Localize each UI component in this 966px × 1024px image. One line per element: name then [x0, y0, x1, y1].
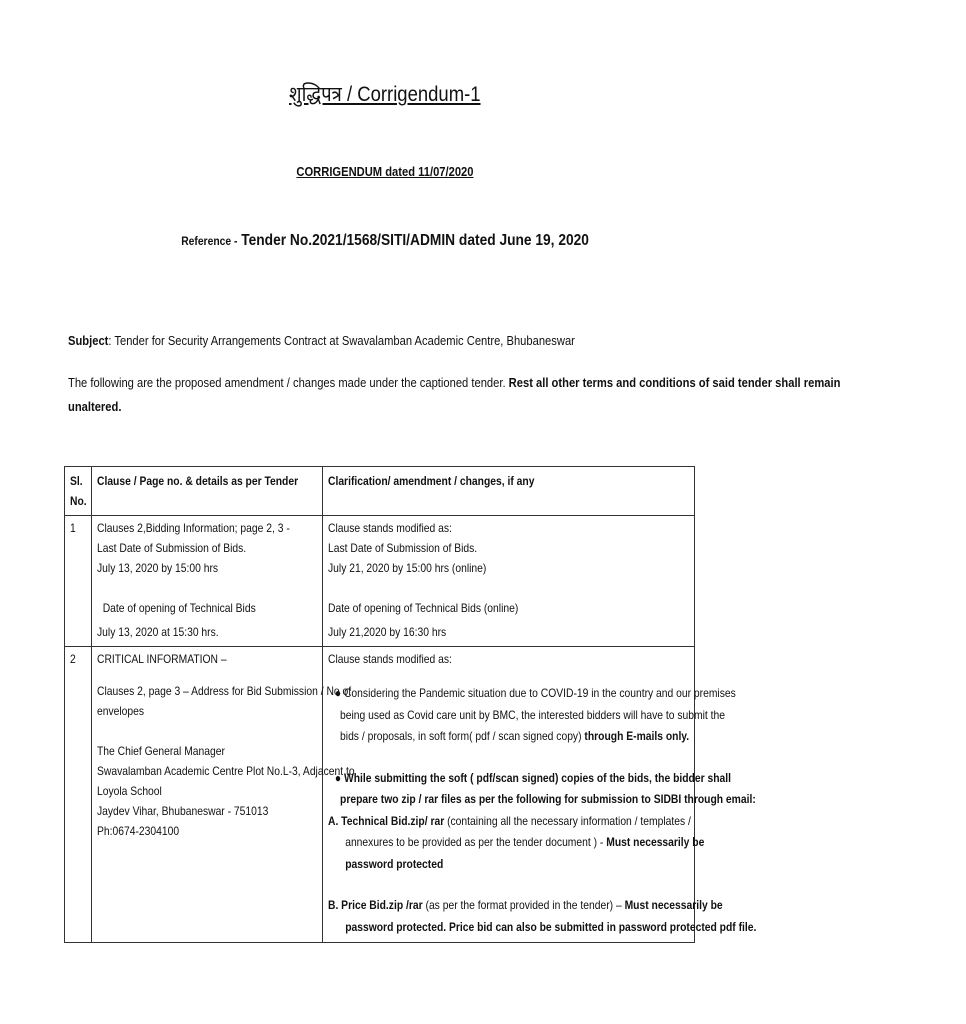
corrigendum-date-block [0, 163, 770, 181]
header-clause [92, 467, 322, 516]
address-line: Ph:0674-2304100 [97, 824, 180, 838]
row1-clar-line: July 21, 2020 by 15:00 hrs (online) [327, 561, 487, 575]
row2-sl [65, 647, 92, 674]
row2-clause-line: envelopes [97, 704, 145, 718]
row1-clause-cont [92, 622, 322, 647]
item-b-line-2: password protected. Price bid can also be submitted in password protected pdf file. [345, 919, 757, 934]
row2-clar-body [322, 673, 757, 943]
intro-line-2 [68, 399, 130, 414]
row2-clause-body [92, 673, 356, 943]
row1-clarification [322, 516, 694, 623]
item-a-line2-bold: Must necessarily be [603, 835, 705, 849]
row2-clause-head: CRITICAL INFORMATION – [97, 652, 228, 666]
row1-clause-line: Date of opening of Technical Bids [97, 601, 257, 615]
table-row [65, 516, 695, 623]
header-clarification [322, 467, 694, 516]
intro-line-1 [68, 375, 966, 390]
item-a-normal: (containing all the necessary information / templates / [444, 813, 691, 828]
row1-clause [92, 516, 322, 623]
row1-clar-line: Date of opening of Technical Bids (online) [327, 601, 519, 615]
item-b-normal: (as per the format provided in the tender) – [422, 898, 622, 912]
item-a-line-1 [327, 811, 691, 833]
item-a-line-2 [328, 832, 705, 854]
header-sl-1: Sl. [70, 474, 83, 488]
row1-clause-line: July 13, 2020 at 15:30 hrs. [97, 625, 220, 639]
row2-clause [92, 647, 322, 674]
bullet2-line: ● While submitting the soft ( pdf/scan signed) copies of the bids, the bidder shall [334, 770, 731, 785]
row1-sl-cont [65, 622, 92, 647]
bullet2-line: prepare two zip / rar files as per the following for submission to SIDBI through email: [339, 792, 756, 806]
header-sl [65, 467, 92, 516]
row1-clar-line: Last Date of Submission of Bids. [327, 541, 478, 555]
row2-clar-head-text: Clause stands modified as: [327, 652, 452, 666]
row1-clar-line: Clause stands modified as: [327, 521, 452, 535]
row2-clause-line: Clauses 2, page 3 – Address for Bid Submission / No of [97, 684, 352, 698]
row1-sl-text: 1 [70, 521, 76, 535]
page-title: शुद्धिपत्र / Corrigendum-1 [289, 83, 481, 106]
row1-clause-line: Last Date of Submission of Bids. [97, 541, 247, 555]
header-sl-2: No. [70, 494, 87, 508]
subject-label: Subject [68, 333, 109, 348]
bullet1-line: ● Considering the Pandemic situation due to COVID-19 in the country and our premises [334, 686, 736, 700]
subject-line [68, 333, 657, 348]
item-b-bold: B. Price Bid.zip /rar [327, 898, 423, 912]
address-line: The Chief General Manager [97, 744, 226, 758]
intro-normal: The following are the proposed amendment / changes made under the captioned tender. [68, 375, 506, 390]
table-row [65, 622, 695, 647]
row1-clar-cont [322, 622, 694, 647]
reference-line [181, 232, 589, 250]
row1-clause-line: Clauses 2,Bidding Information; page 2, 3 - [97, 521, 291, 535]
corrigendum-date: CORRIGENDUM dated 11/07/2020 [296, 164, 474, 179]
item-b-line-1 [327, 895, 723, 917]
subject-text: : Tender for Security Arrangements Contract at Swavalamban Academic Centre, Bhubaneswar [108, 333, 575, 348]
row2-sl-text: 2 [70, 652, 76, 666]
reference-block [0, 232, 770, 250]
bullet1-line: being used as Covid care unit by BMC, the interested bidders will have to submit the [339, 707, 725, 722]
item-a-bold: A. Technical Bid.zip/ rar [327, 813, 445, 828]
bullet1-last-bold: through E-mails only. [584, 729, 690, 743]
table-row [65, 647, 695, 674]
item-b-bold2: Must necessarily be [621, 898, 723, 912]
row1-clar-line: July 21,2020 by 16:30 hrs [327, 625, 447, 639]
item-a-line-3: password protected [345, 856, 444, 871]
table-row [65, 673, 695, 943]
intro-bold-2: unaltered. [68, 399, 122, 414]
item-a-line2-normal: annexures to be provided as per the tender document ) - [345, 835, 604, 849]
bullet1-last-line [328, 726, 690, 748]
title-block [0, 80, 770, 108]
address-line: Jaydev Vihar, Bhubaneswar - 751013 [97, 804, 269, 818]
address-line: Swavalamban Academic Centre Plot No.L-3, Adjacent to [97, 764, 356, 778]
header-clause-text: Clause / Page no. & details as per Tender [97, 474, 299, 488]
reference-label: Reference - [181, 234, 238, 248]
row2-clar-head [322, 647, 694, 674]
table-header-row [65, 467, 695, 516]
row1-sl [65, 516, 92, 623]
header-clarification-text: Clarification/ amendment / changes, if any [327, 474, 535, 488]
intro-bold-1: Rest all other terms and conditions of said tender shall remain [508, 375, 841, 390]
address-line: Loyola School [97, 784, 163, 798]
amendment-table [64, 466, 757, 943]
bullet1-last-normal: bids / proposals, in soft form( pdf / scan signed copy) [339, 729, 582, 743]
reference-text: Tender No.2021/1568/SITI/ADMIN dated June 19, 2020 [241, 232, 589, 249]
row1-clause-line: July 13, 2020 by 15:00 hrs [97, 561, 219, 575]
row2-sl-cont [65, 673, 92, 943]
